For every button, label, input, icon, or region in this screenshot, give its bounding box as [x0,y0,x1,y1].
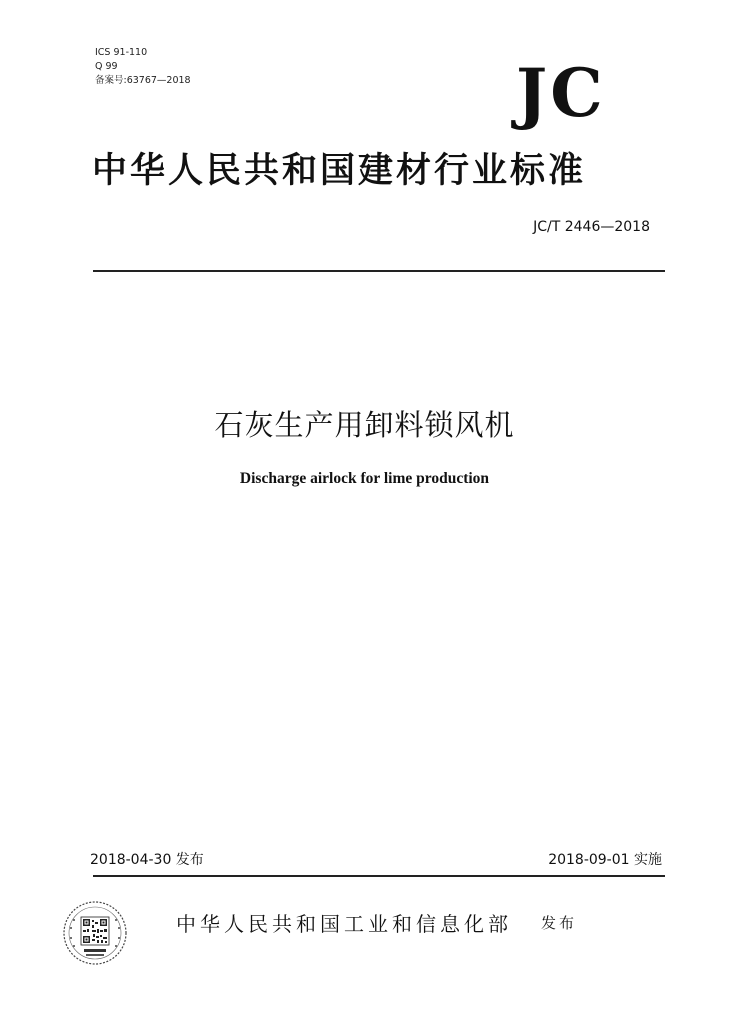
meta-block [95,46,191,88]
effective-date: 2018-09-01 实施 [548,852,662,868]
document-title-english: Discharge airlock for lime production [239,470,490,487]
jc-logo: JC [516,54,606,132]
filing-number: 备案号:63767—2018 [95,75,191,86]
bottom-divider [93,875,665,877]
standard-number: JC/T 2446—2018 [533,219,650,235]
top-divider [93,270,665,272]
classification-code: Q 99 [95,61,118,72]
issue-date: 2018-04-30 发布 [90,852,204,868]
qr-code-seal-icon [62,900,128,966]
industry-standard-title: 中华人民共和国建材行业标准 [92,151,587,191]
document-title-chinese: 石灰生产用卸料锁风机 [214,408,515,442]
ics-code: ICS 91-110 [95,47,148,58]
publish-label: 发布 [541,914,578,932]
publisher-name: 中华人民共和国工业和信息化部 [176,912,512,936]
